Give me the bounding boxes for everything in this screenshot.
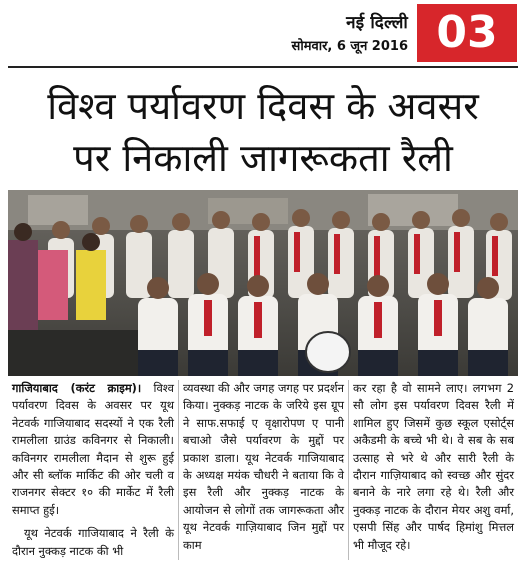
- article-paragraph: कर रहा है वो सामने लाए। लगभग 2 सौ लोग इस पर्यावरण दिवस रैली में शामिल हुए जिसमें कुछ स्कूल एसोर्ट्स अकैडमी के बच्चे भी थे। वे सब के सब उत्साह से भरे थे और सारी रैली के दौरान गाज़ियाबाद को स्वच्छ और सुंदर बनाने के नारे लगा रहे थे। रैली और नुक्कड़ नाटक के दौरान मेयर अशु वर्मा, एसपी सिंह और पार्षद हिमांशु मित्तल भी मौजूद रहे।: [353, 381, 514, 552]
- article-column-3: [348, 380, 518, 560]
- dateline: सोमवार, 6 जून 2016: [291, 39, 408, 54]
- headline: [8, 80, 518, 184]
- article-lead: गाजियाबाद (करंट क्राइम)।: [12, 381, 142, 395]
- article-text: विश्व पर्यावरण दिवस के अवसर पर यूथ नेटवर्क गाजियाबाद सदस्यों ने एक रैली रामलीला ग्राउंड कविनगर से निकाली। कविनगर रामलीला मैदान से शुरू हुई और सी ब्लॉक मार्किट की ओर चली व राजनगर सेक्टर १० की मार्केट में रैली समाप्त हुई।: [12, 381, 174, 517]
- masthead-rule: [8, 66, 518, 68]
- page-number: 03: [436, 7, 498, 58]
- article-column-2: [178, 380, 348, 560]
- headline-line-2: पर निकाली जागरूकता रैली: [73, 136, 453, 180]
- article-paragraph: यूथ नेटवर्क गाजियाबाद ने रैली के दौरान नुक्कड़ नाटक की भी: [12, 526, 174, 558]
- headline-line-1: विश्व पर्यावरण दिवस के अवसर: [47, 84, 479, 128]
- article-paragraph: व्यवस्था की और जगह जगह पर प्रदर्शन किया। नुक्कड़ नाटक के जरिये इस ग्रूप ने साफ.सफाई ए वृक्षारोपण ए पानी बचाओ जैसे पर्यावरण के मुद्दों पर प्रकाश डाला। यूथ नेटवर्क गाजियाबाद के अध्यक्ष मयंक चौधरी ने बताया कि वे इस रैली और नुक्कड़ नाटक के आयोजन से लोगों तक जागरूकता और यूथ नेटवर्क गाज़ियाबाद जिन मुद्दों पर काम: [183, 381, 344, 552]
- city-name: नई दिल्ली: [346, 13, 408, 33]
- article-paragraph: [12, 380, 174, 519]
- group-photo-icon: [8, 190, 518, 376]
- article-column-1: [8, 380, 178, 560]
- masthead: [0, 0, 526, 66]
- page-number-box: [417, 4, 517, 62]
- rally-photo: [8, 190, 518, 376]
- article-body: [8, 380, 518, 560]
